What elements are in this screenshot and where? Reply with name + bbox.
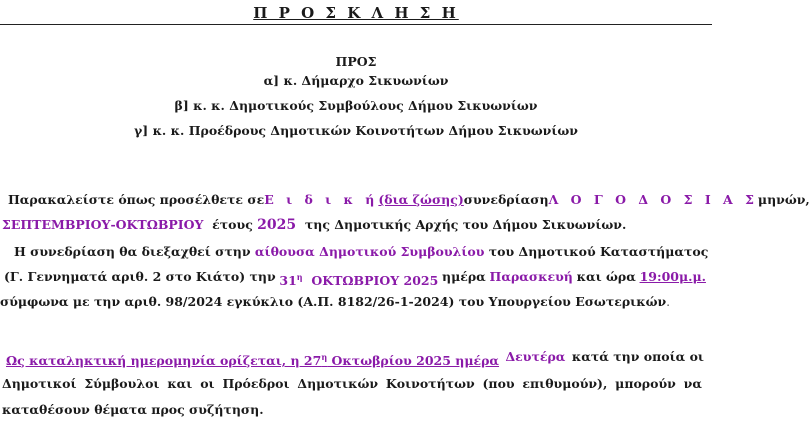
deadline-line-1 — [0, 349, 712, 369]
word: Πρόεδροι — [222, 376, 290, 391]
date-month: ΟΚΤΩΒΡΙΟΥ 2025 — [311, 273, 439, 289]
invitation-line-2 — [2, 217, 714, 233]
in-person-text: (δια ζώσης) — [378, 192, 464, 207]
word: να — [683, 376, 702, 391]
text: του Δημοτικού Καταστήματος — [488, 244, 709, 259]
text: Η συνεδρίαση θα διεξαχθεί στην — [14, 244, 251, 259]
text: συνεδρίαση — [463, 192, 549, 207]
invitation-line-1 — [0, 192, 810, 208]
meeting-time: 19:00μ.μ. — [639, 269, 706, 284]
invitation-line-3 — [14, 244, 726, 260]
deadline-line-3: καταθέσουν θέματα προς συζήτηση. — [2, 402, 264, 417]
text: κατά την οποία οι — [571, 349, 704, 364]
word: επιθυμούν), — [522, 376, 608, 391]
text: μηνών, — [757, 192, 810, 207]
text: της Δημοτικής Αρχής του Δήμου Σικυωνίων. — [304, 217, 627, 232]
word: Δημοτικών — [297, 376, 379, 391]
recipient-mayor: α] κ. Δήμαρχο Σικυωνίων — [263, 73, 449, 88]
special-session-text: Ε ι δ ι κ ή — [264, 192, 379, 207]
word: (που — [482, 376, 515, 391]
text: σύμφωνα με την αριθ. 98/2024 εγκύκλιο (Α.Π. 8182/26-1-2024) του Υπουργείου Εσωτερικών — [0, 294, 667, 309]
recipient-presidents: γ] κ. κ. Προέδρους Δημοτικών Κοινοτήτων Δήμου Σικυωνίων — [134, 123, 578, 138]
recipients-heading: ΠΡΟΣ — [335, 54, 377, 69]
recipient-councillors: β] κ. κ. Δημοτικούς Συμβούλους Δήμου Σικυωνίων — [174, 98, 538, 113]
text: και ώρα — [576, 269, 636, 284]
meeting-day: Παρασκευή — [489, 269, 573, 284]
invitation-line-5 — [0, 294, 712, 310]
text: (Γ. Γεννηματά αριθ. 2 στο Κιάτο) την — [4, 269, 276, 284]
deadline-month: Οκτωβρίου 2025 ημέρα — [327, 353, 500, 369]
deadline-text — [6, 349, 499, 369]
title-divider — [0, 24, 712, 25]
word: μπορούν — [615, 376, 676, 391]
word: και — [167, 376, 193, 391]
deadline-day: Δευτέρα — [505, 349, 566, 364]
invitation-line-4 — [0, 269, 712, 289]
hall-text: αίθουσα Δημοτικού Συμβουλίου — [254, 244, 485, 259]
word: Κοινοτήτων — [385, 376, 475, 391]
text: Παρακαλείστε όπως προσέλθετε σε — [8, 192, 265, 207]
period: . — [666, 294, 671, 309]
document-title: Π Ρ Ο Σ Κ Λ Η Σ Η — [253, 4, 459, 22]
deadline-line-2 — [0, 376, 712, 392]
word: Δημοτικοί — [2, 376, 77, 391]
word: οι — [200, 376, 215, 391]
year-text: 2025 — [257, 217, 297, 233]
date-suffix: η — [296, 272, 303, 282]
deadline-prefix: Ως καταληκτική ημερομηνία ορίζεται, η 27 — [6, 353, 322, 369]
accounts-text: Λ Ο Γ Ο Δ Ο Σ Ι Α Σ — [548, 192, 758, 207]
text: έτους — [212, 217, 253, 232]
deadline-suffix: η — [321, 352, 328, 362]
date-number: 31 — [279, 273, 297, 289]
word: Σύμβουλοι — [84, 376, 160, 391]
months-text: ΣΕΠΤΕΜΒΡΙΟΥ-ΟΚΤΩΒΡΙΟΥ — [2, 217, 204, 232]
meeting-date — [279, 269, 438, 289]
text: ημέρα — [442, 269, 486, 284]
